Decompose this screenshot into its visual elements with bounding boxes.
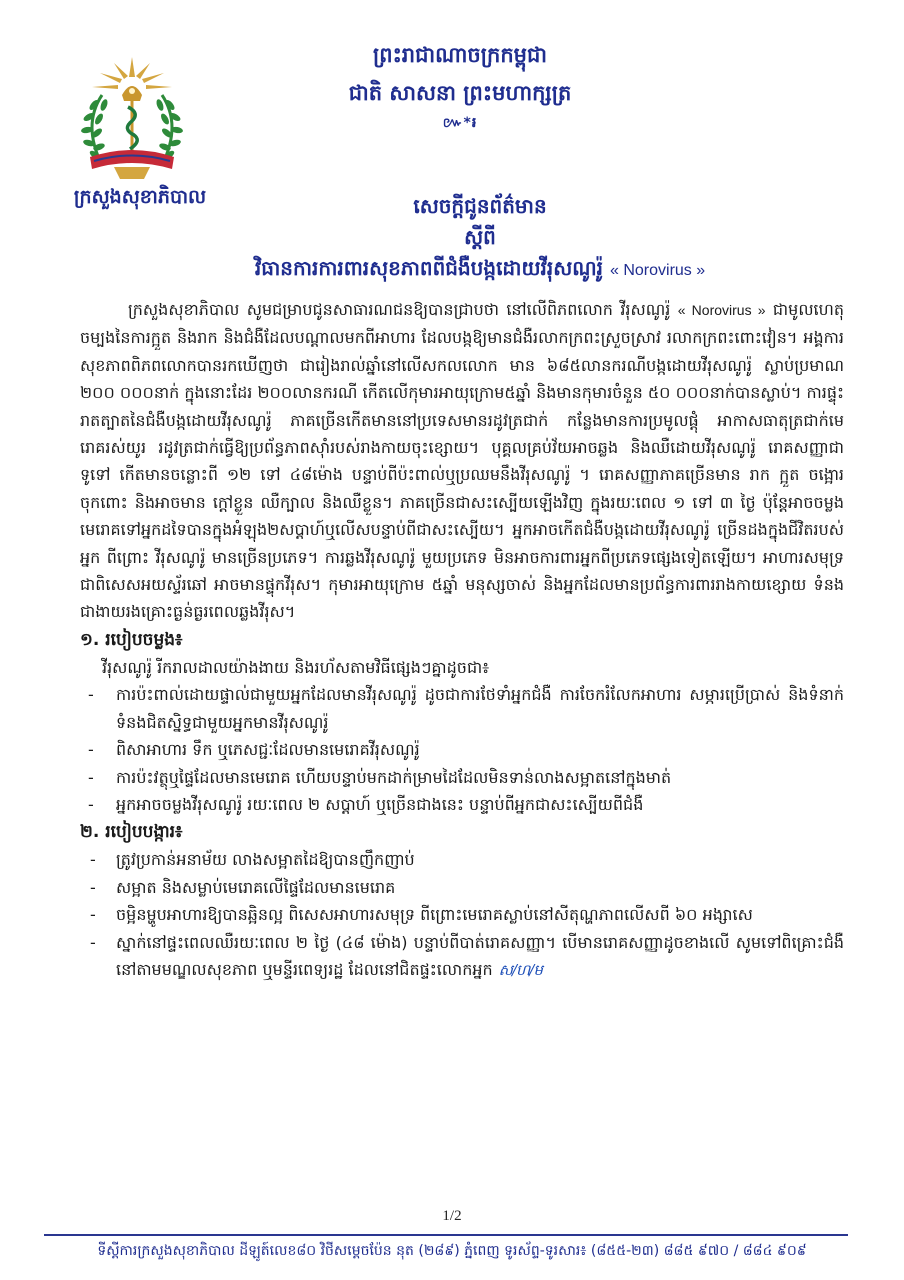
list-item-text: ការប៉ះពាល់ដោយផ្ទាល់ជាមួយអ្នកដែលមានវីរុសណូរ៉ូ ដូចជាការថែទាំអ្នកជំងឺ ការចែករំលែកអាហារ សម្ភារប្រើប្រាស់ និងទំនាក់ទំនងជិតស្និទ្ធជាមួយអ្នកមានវីរុសណូរ៉ូ bbox=[116, 685, 844, 732]
transmission-list bbox=[80, 681, 844, 818]
list-item bbox=[80, 681, 844, 736]
title-subject-latin: « Norovirus » bbox=[609, 262, 706, 279]
section-transmission-heading: ១. របៀបចម្លង៖ bbox=[80, 629, 183, 650]
ministry-name: ក្រសួងសុខាភិបាល bbox=[73, 186, 207, 208]
list-item bbox=[80, 764, 844, 791]
bullet-dash: - bbox=[88, 740, 94, 760]
bullet-dash: - bbox=[88, 767, 94, 787]
list-item bbox=[80, 736, 844, 763]
list-item-text: ត្រូវប្រកាន់អនាម័យ លាងសម្អាតដៃឱ្យបានញឹកញាប់ bbox=[116, 850, 415, 870]
kingdom-motto bbox=[290, 36, 630, 134]
ministry-of-health-emblem-icon bbox=[72, 55, 192, 185]
list-item bbox=[80, 901, 844, 928]
section-prevention-heading: ២. របៀបបង្ការ៖ bbox=[80, 822, 183, 843]
intro-text-part2: ជាមូលហេតុចម្បងនៃការក្អួត និងរាក និងជំងឺដែលបណ្ដាលមកពីអាហារ ដែលបង្កឱ្យមានជំងឺរលាកក្រពះស្រួចស្រាវ រលាកក្រពះពោះវៀន។ អង្គការសុខភាពពិភពលោកបានរកឃើញថា ជារៀងរាល់ឆ្នាំនៅលើសកលលោក មាន ៦៨៥លានករណីបង្កដោយវីរុសណូរ៉ូ ស្លាប់ប្រមាណ ២០០ ០០០នាក់ ក្នុងនោះដែរ ២០០លានករណី កើតលើកុមារអាយុក្រោម៥ឆ្នាំ និងមានកុមារចំនួន ៥០ ០០០នាក់បានស្លាប់។ ការផ្ទុះរាតត្បាតនៃជំងឺបង្កដោយវីរុសណូរ៉ូ ភាគច្រើនកើតមាននៅប្រទេសមានរដូវត្រជាក់ កន្លែងមានការប្រមូលផ្ដុំ អាកាសធាតុត្រជាក់មេរោគរស់យូរ រដូវត្រជាក់ធ្វើឱ្យប្រព័ន្ធភាពស៊ាំរបស់រាងកាយចុះខ្សោយ។ បុគ្គលគ្រប់វ័យអាចឆ្លង និងឈឺដោយវីរុសណូរ៉ូ រោគសញ្ញាជាទូទៅ កើតមានចន្លោះពី ១២ ទៅ ៤៨ម៉ោង បន្ទាប់ពីប៉ះពាល់ឬប្រឈមនឹងវីរុសណូរ៉ូ ។ រោគសញ្ញាភាគច្រើនមាន រាក ក្អួត ចង្អោរ ចុកពោះ និងអាចមាន ក្ដៅខ្លួន ឈឺក្បាល និងឈឺខ្លួន។ ភាគច្រើនជាសះស្បើយឡើងវិញ ក្នុងរយៈពេល ១ ទៅ ៣ ថ្ងៃ ប៉ុន្តែអាចចម្លងមេរោគទៅអ្នកដទៃបានក្នុងអំឡុង២សប្ដាហ៍ឬលើសបន្ទាប់ពីជាសះស្បើយ។ អ្នកអាចកើតជំងឺបង្កដោយវីរុសណូរ៉ូ ច្រើនដងក្នុងជីវិតរបស់អ្នក ពីព្រោះ វីរុសណូរ៉ូ មានច្រើនប្រភេទ។ ការឆ្លងវីរុសណូរ៉ូ មួយប្រភេទ មិនអាចការពារអ្នកពីប្រភេទផ្សេងទៀតឡើយ។ អាហារសមុទ្រ ជាពិសេសអយស្ទ័រឆៅ អាចមានផ្ទុកវីរុស។ កុមារអាយុក្រោម ៥ឆ្នាំ មនុស្សចាស់ និងអ្នកដែលមានប្រព័ន្ធការពាររាងកាយខ្សោយ ទំនងជាងាយរងគ្រោះធ្ងន់ធ្ងរពេលឆ្លងវីរុស។ bbox=[80, 300, 845, 622]
handwritten-initials: ស/ហ/ម bbox=[498, 960, 542, 979]
footer-address: ទីស្ដីការក្រសួងសុខាភិបាល ដីឡូត៍លេខ៨០ វិថីសម្ដេចប៉ែន នុត (២៨៩) ភ្នំពេញ ទូរស័ព្ទ-ទូរសារ៖ (៨៥៥-២៣) ៨៨៥ ៩៧០ / ៨៨៤ ៩០៩ bbox=[97, 1243, 807, 1259]
list-item-text: ការប៉ះវត្ថុឬផ្ទៃដែលមានមេរោគ ហើយបន្ទាប់មកដាក់ម្រាមដៃដែលមិនទាន់លាងសម្អាតនៅក្នុងមាត់ bbox=[116, 767, 672, 787]
title-press-release: សេចក្ដីជូនព័ត៌មាន bbox=[413, 194, 547, 218]
section-transmission-intro: វីរុសណូរ៉ូ រីករាលដាលយ៉ាងងាយ និងរហ័សតាមវិធីផ្សេងៗគ្នាដូចជា៖ bbox=[102, 657, 490, 677]
list-item-text: ស្នាក់នៅផ្ទះពេលឈឺរយៈពេល ២ ថ្ងៃ (៤៨ ម៉ោង) បន្ទាប់ពីបាត់រោគសញ្ញា។ បើមានរោគសញ្ញាដូចខាងលើ សូមទៅពិគ្រោះជំងឺ នៅតាមមណ្ឌលសុខភាព ឬមន្ទីរពេទ្យរដ្ឋ ដែលនៅជិតផ្ទះលោកអ្នក bbox=[116, 932, 844, 979]
list-item-text: ចម្អិនម្ហូបអាហារឱ្យបានឆ្អិនល្អ ពិសេសអាហារសមុទ្រ ពីព្រោះមេរោគស្លាប់នៅសីតុណ្ហភាពលើសពី ៦០ អង្សាសេ bbox=[116, 905, 753, 925]
title-about: ស្ដីពី bbox=[464, 225, 496, 249]
list-item bbox=[80, 929, 844, 985]
bullet-dash: - bbox=[90, 905, 96, 925]
prevention-list bbox=[80, 846, 844, 984]
intro-paragraph bbox=[80, 296, 844, 626]
list-item bbox=[80, 791, 844, 818]
intro-latin-term: « Norovirus » bbox=[677, 302, 766, 318]
list-item-text: ពិសាអាហារ ទឹក ឬភេសជ្ជៈដែលមានមេរោគវីរុសណូរ៉ូ bbox=[116, 740, 420, 760]
title-subject-khmer: វិធានការការពារសុខភាពពីជំងឺបង្កដោយវីរុសណូរ៉ូ bbox=[254, 256, 604, 280]
document-title bbox=[100, 190, 860, 287]
list-item-text: អ្នកអាចចម្លងវីរុសណូរ៉ូ រយៈពេល ២ សប្ដាហ៍ ឬច្រើនជាងនេះ បន្ទាប់ពីអ្នកជាសះស្បើយពីជំងឺ bbox=[116, 794, 644, 814]
bullet-dash: - bbox=[90, 850, 96, 870]
page-number: 1/2 bbox=[442, 1208, 462, 1224]
bullet-dash: - bbox=[88, 794, 94, 814]
bullet-dash: - bbox=[90, 877, 96, 897]
list-item-text: សម្អាត និងសម្លាប់មេរោគលើផ្ទៃដែលមានមេរោគ bbox=[116, 877, 396, 897]
bullet-dash: - bbox=[90, 932, 96, 952]
list-item bbox=[80, 874, 844, 901]
document-body bbox=[80, 296, 844, 984]
intro-text-part1: ក្រសួងសុខាភិបាល សូមជម្រាបជូនសាធារណជនឱ្យបានជ្រាបថា នៅលើពិភពលោក វីរុសណូរ៉ូ bbox=[128, 300, 671, 319]
footer-divider bbox=[44, 1234, 848, 1236]
title-subject bbox=[100, 252, 860, 287]
ornament-divider: ៚*៛ bbox=[442, 115, 478, 131]
bullet-dash: - bbox=[88, 685, 94, 705]
nation-religion-king: ជាតិ សាសនា ព្រះមហាក្សត្រ bbox=[348, 81, 572, 105]
list-item bbox=[80, 846, 844, 873]
kingdom-name: ព្រះរាជាណាចក្រកម្ពុជា bbox=[372, 43, 547, 67]
